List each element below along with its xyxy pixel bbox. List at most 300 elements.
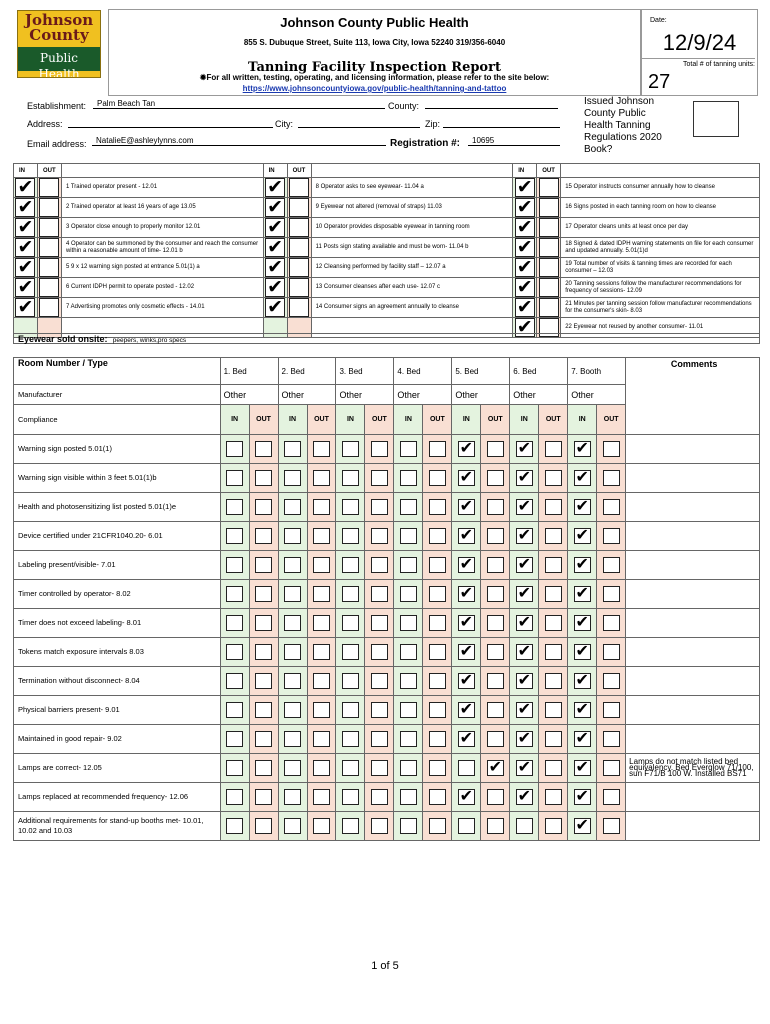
in-checkbox[interactable] <box>226 586 243 602</box>
in-checkbox[interactable] <box>400 441 417 457</box>
out-checkbox[interactable] <box>539 238 559 257</box>
out-checkbox[interactable] <box>545 615 562 631</box>
out-checkbox[interactable] <box>539 218 559 237</box>
out-checkbox[interactable] <box>313 528 330 544</box>
out-checkbox[interactable] <box>255 557 272 573</box>
in-checkbox[interactable] <box>516 644 533 660</box>
out-checkbox[interactable] <box>371 470 388 486</box>
in-checkbox[interactable] <box>15 198 35 217</box>
in-checkbox[interactable] <box>458 789 475 805</box>
in-checkbox[interactable] <box>15 298 35 317</box>
in-checkbox[interactable] <box>265 198 285 217</box>
manufacturer-select[interactable] <box>452 385 510 405</box>
in-checkbox[interactable] <box>516 499 533 515</box>
checkmark-icon: ✔ <box>517 730 531 747</box>
out-checkbox[interactable] <box>39 178 59 197</box>
out-checkbox[interactable] <box>545 528 562 544</box>
in-checkbox[interactable] <box>516 615 533 631</box>
comment-cell[interactable] <box>626 522 760 551</box>
out-checkbox[interactable] <box>487 470 504 486</box>
comment-cell[interactable] <box>626 580 760 609</box>
out-checkbox[interactable] <box>289 298 309 317</box>
issued-checkbox[interactable] <box>693 101 739 137</box>
comment-cell[interactable] <box>626 551 760 580</box>
compliance-item-label-cell <box>14 696 221 725</box>
checkmark-icon: ✔ <box>517 759 531 776</box>
in-checkbox[interactable] <box>574 731 591 747</box>
in-checkbox[interactable] <box>226 702 243 718</box>
in-checkbox[interactable] <box>226 644 243 660</box>
out-checkbox[interactable] <box>603 702 620 718</box>
out-checkbox[interactable] <box>429 760 446 776</box>
in-checkbox[interactable] <box>574 441 591 457</box>
in-checkbox[interactable] <box>516 818 533 834</box>
comment-cell[interactable] <box>626 725 760 754</box>
report-header <box>108 9 641 96</box>
out-checkbox[interactable] <box>429 470 446 486</box>
in-checkbox[interactable] <box>516 557 533 573</box>
manufacturer-select[interactable] <box>220 385 278 405</box>
out-checkbox[interactable] <box>371 557 388 573</box>
in-checkbox[interactable] <box>458 760 475 776</box>
out-checkbox[interactable] <box>487 557 504 573</box>
out-checkbox[interactable] <box>371 615 388 631</box>
out-checkbox[interactable] <box>487 586 504 602</box>
out-checkbox[interactable] <box>313 615 330 631</box>
out-cell <box>537 238 561 258</box>
out-checkbox[interactable] <box>255 528 272 544</box>
in-checkbox[interactable] <box>342 586 359 602</box>
out-checkbox[interactable] <box>429 731 446 747</box>
checklist-item-label: 21 Minutes per tanning session follow manufacturer recommendations for the consumer's skin- 8.03 <box>565 300 752 314</box>
manufacturer-select[interactable] <box>568 385 626 405</box>
out-checkbox[interactable] <box>545 441 562 457</box>
in-checkbox[interactable] <box>265 258 285 277</box>
out-checkbox[interactable] <box>539 178 559 197</box>
in-checkbox[interactable] <box>226 731 243 747</box>
out-checkbox[interactable] <box>429 789 446 805</box>
in-checkbox[interactable] <box>342 760 359 776</box>
in-checkbox[interactable] <box>226 789 243 805</box>
out-checkbox[interactable] <box>429 557 446 573</box>
units-value[interactable]: 27 <box>648 71 671 93</box>
out-checkbox[interactable] <box>487 673 504 689</box>
out-checkbox[interactable] <box>603 499 620 515</box>
room-unit-header <box>568 358 626 385</box>
manufacturer-select[interactable] <box>394 385 452 405</box>
in-checkbox[interactable] <box>284 760 301 776</box>
out-checkbox[interactable] <box>429 615 446 631</box>
out-checkbox[interactable] <box>371 673 388 689</box>
out-checkbox[interactable] <box>371 731 388 747</box>
comment-cell[interactable] <box>626 638 760 667</box>
in-checkbox[interactable] <box>574 818 591 834</box>
in-checkbox[interactable] <box>400 760 417 776</box>
in-checkbox[interactable] <box>226 470 243 486</box>
out-checkbox[interactable] <box>429 644 446 660</box>
out-checkbox[interactable] <box>429 499 446 515</box>
in-checkbox[interactable] <box>284 499 301 515</box>
in-checkbox[interactable] <box>226 557 243 573</box>
in-checkbox[interactable] <box>342 673 359 689</box>
in-checkbox[interactable] <box>342 441 359 457</box>
in-checkbox[interactable] <box>15 218 35 237</box>
in-checkbox[interactable] <box>458 586 475 602</box>
in-checkbox[interactable] <box>574 702 591 718</box>
in-checkbox[interactable] <box>226 760 243 776</box>
in-checkbox[interactable] <box>226 441 243 457</box>
out-checkbox[interactable] <box>545 760 562 776</box>
in-checkbox[interactable] <box>516 528 533 544</box>
in-checkbox[interactable] <box>574 615 591 631</box>
in-checkbox[interactable] <box>458 731 475 747</box>
compliance-item-row <box>14 783 760 812</box>
out-checkbox[interactable] <box>255 441 272 457</box>
out-checkbox[interactable] <box>313 470 330 486</box>
room-unit-header <box>452 358 510 385</box>
out-checkbox[interactable] <box>545 818 562 834</box>
in-checkbox[interactable] <box>342 702 359 718</box>
in-checkbox[interactable] <box>15 258 35 277</box>
out-cell <box>537 178 561 198</box>
date-value[interactable]: 12/9/24 <box>662 30 737 55</box>
out-checkbox[interactable] <box>313 644 330 660</box>
in-checkbox[interactable] <box>574 557 591 573</box>
in-checkbox[interactable] <box>458 818 475 834</box>
in-checkbox[interactable] <box>226 499 243 515</box>
email-field[interactable]: NatalieE@ashleylynns.com <box>92 136 386 146</box>
in-checkbox[interactable] <box>516 470 533 486</box>
out-checkbox[interactable] <box>255 760 272 776</box>
out-checkbox[interactable] <box>255 702 272 718</box>
in-checkbox[interactable] <box>265 218 285 237</box>
out-checkbox[interactable] <box>313 731 330 747</box>
in-checkbox[interactable] <box>284 789 301 805</box>
out-checkbox[interactable] <box>255 673 272 689</box>
out-checkbox[interactable] <box>313 557 330 573</box>
out-checkbox[interactable] <box>255 731 272 747</box>
out-checkbox[interactable] <box>313 586 330 602</box>
manufacturer-select[interactable] <box>510 385 568 405</box>
comment-cell[interactable] <box>626 464 760 493</box>
in-checkbox[interactable] <box>458 673 475 689</box>
city-field[interactable] <box>298 118 420 128</box>
out-checkbox[interactable] <box>603 760 620 776</box>
out-checkbox[interactable] <box>429 441 446 457</box>
compliance-item-label-cell <box>14 609 221 638</box>
out-checkbox[interactable] <box>429 586 446 602</box>
out-checkbox[interactable] <box>429 818 446 834</box>
comment-cell[interactable] <box>626 812 760 841</box>
out-checkbox[interactable] <box>545 644 562 660</box>
in-checkbox[interactable] <box>458 499 475 515</box>
checkmark-icon: ✔ <box>267 217 284 238</box>
comment-cell[interactable] <box>626 754 760 783</box>
out-checkbox[interactable] <box>603 789 620 805</box>
out-checkbox[interactable] <box>289 178 309 197</box>
in-checkbox[interactable] <box>574 644 591 660</box>
address-field[interactable] <box>68 118 273 128</box>
in-checkbox[interactable] <box>458 615 475 631</box>
in-checkbox[interactable] <box>15 238 35 257</box>
in-checkbox[interactable] <box>574 760 591 776</box>
out-checkbox[interactable] <box>313 702 330 718</box>
out-checkbox[interactable] <box>371 702 388 718</box>
logo-line1: Johnson <box>24 11 94 29</box>
out-checkbox[interactable] <box>603 557 620 573</box>
in-checkbox[interactable] <box>400 731 417 747</box>
in-checkbox[interactable] <box>458 528 475 544</box>
registration-field[interactable]: 10695 <box>468 136 560 146</box>
out-checkbox[interactable] <box>39 278 59 297</box>
in-checkbox[interactable] <box>516 441 533 457</box>
out-checkbox[interactable] <box>255 818 272 834</box>
out-checkbox[interactable] <box>255 586 272 602</box>
out-checkbox[interactable] <box>603 586 620 602</box>
out-cell <box>597 696 626 725</box>
in-checkbox[interactable] <box>342 499 359 515</box>
in-checkbox[interactable] <box>515 258 535 277</box>
out-checkbox[interactable] <box>371 441 388 457</box>
eyewear-value[interactable]: peepers, winks,pro specs <box>112 337 187 344</box>
in-checkbox[interactable] <box>516 702 533 718</box>
out-checkbox[interactable] <box>371 644 388 660</box>
in-checkbox[interactable] <box>284 528 301 544</box>
in-cell <box>14 218 38 238</box>
out-checkbox[interactable] <box>545 470 562 486</box>
out-checkbox[interactable] <box>487 528 504 544</box>
out-checkbox[interactable] <box>539 198 559 217</box>
in-cell <box>394 725 423 754</box>
in-checkbox[interactable] <box>226 615 243 631</box>
in-checkbox[interactable] <box>574 586 591 602</box>
out-checkbox[interactable] <box>545 499 562 515</box>
in-checkbox[interactable] <box>265 278 285 297</box>
out-checkbox[interactable] <box>289 218 309 237</box>
manufacturer-select[interactable] <box>336 385 394 405</box>
in-checkbox[interactable] <box>515 178 535 197</box>
in-checkbox[interactable] <box>400 528 417 544</box>
in-checkbox[interactable] <box>284 441 301 457</box>
out-checkbox[interactable] <box>603 441 620 457</box>
in-cell <box>278 754 307 783</box>
in-checkbox[interactable] <box>265 238 285 257</box>
out-checkbox[interactable] <box>603 528 620 544</box>
in-checkbox[interactable] <box>516 760 533 776</box>
in-checkbox[interactable] <box>400 789 417 805</box>
out-checkbox[interactable] <box>289 238 309 257</box>
out-cell <box>287 258 311 278</box>
in-checkbox[interactable] <box>400 702 417 718</box>
out-checkbox[interactable] <box>39 218 59 237</box>
out-checkbox[interactable] <box>39 258 59 277</box>
out-checkbox[interactable] <box>371 818 388 834</box>
out-checkbox[interactable] <box>545 557 562 573</box>
in-checkbox[interactable] <box>284 702 301 718</box>
out-checkbox[interactable] <box>371 760 388 776</box>
in-checkbox[interactable] <box>284 644 301 660</box>
out-checkbox[interactable] <box>487 818 504 834</box>
in-checkbox[interactable] <box>284 818 301 834</box>
out-checkbox[interactable] <box>255 470 272 486</box>
in-checkbox[interactable] <box>516 789 533 805</box>
in-checkbox[interactable] <box>574 789 591 805</box>
out-checkbox[interactable] <box>487 731 504 747</box>
in-checkbox[interactable] <box>400 673 417 689</box>
comment-cell[interactable] <box>626 696 760 725</box>
out-checkbox[interactable] <box>545 702 562 718</box>
comment-cell[interactable] <box>626 667 760 696</box>
in-checkbox[interactable] <box>574 499 591 515</box>
out-checkbox[interactable] <box>603 644 620 660</box>
out-checkbox[interactable] <box>255 499 272 515</box>
in-checkbox[interactable] <box>342 470 359 486</box>
out-checkbox[interactable] <box>313 818 330 834</box>
in-checkbox[interactable] <box>458 702 475 718</box>
in-checkbox[interactable] <box>284 557 301 573</box>
out-cell <box>365 725 394 754</box>
in-checkbox[interactable] <box>515 238 535 257</box>
out-checkbox[interactable] <box>603 818 620 834</box>
out-checkbox[interactable] <box>603 470 620 486</box>
county-field[interactable] <box>425 99 558 109</box>
in-checkbox[interactable] <box>342 615 359 631</box>
in-checkbox[interactable] <box>284 673 301 689</box>
out-checkbox[interactable] <box>487 615 504 631</box>
comment-cell[interactable] <box>626 609 760 638</box>
out-checkbox[interactable] <box>487 644 504 660</box>
out-checkbox[interactable] <box>255 615 272 631</box>
out-checkbox[interactable] <box>545 789 562 805</box>
out-checkbox[interactable] <box>255 644 272 660</box>
out-checkbox[interactable] <box>255 789 272 805</box>
out-checkbox[interactable] <box>39 298 59 317</box>
in-cell <box>336 696 365 725</box>
in-checkbox[interactable] <box>284 586 301 602</box>
in-cell <box>263 258 287 278</box>
in-checkbox[interactable] <box>400 557 417 573</box>
in-checkbox[interactable] <box>15 278 35 297</box>
out-checkbox[interactable] <box>545 586 562 602</box>
out-checkbox[interactable] <box>371 586 388 602</box>
out-checkbox[interactable] <box>289 198 309 217</box>
in-checkbox[interactable] <box>400 818 417 834</box>
in-checkbox[interactable] <box>226 528 243 544</box>
out-checkbox[interactable] <box>313 673 330 689</box>
checkmark-icon: ✔ <box>575 527 589 544</box>
out-checkbox[interactable] <box>313 789 330 805</box>
manufacturer-select[interactable] <box>278 385 336 405</box>
in-checkbox[interactable] <box>342 731 359 747</box>
in-checkbox[interactable] <box>515 198 535 217</box>
in-checkbox[interactable] <box>515 218 535 237</box>
in-checkbox[interactable] <box>574 528 591 544</box>
in-cell <box>14 238 38 258</box>
out-checkbox[interactable] <box>313 441 330 457</box>
in-checkbox[interactable] <box>226 818 243 834</box>
in-cell <box>568 667 597 696</box>
in-checkbox[interactable] <box>458 470 475 486</box>
in-checkbox[interactable] <box>516 586 533 602</box>
in-checkbox[interactable] <box>265 178 285 197</box>
out-checkbox[interactable] <box>371 528 388 544</box>
in-checkbox[interactable] <box>342 528 359 544</box>
out-checkbox[interactable] <box>39 198 59 217</box>
out-checkbox[interactable] <box>371 499 388 515</box>
out-checkbox[interactable] <box>487 702 504 718</box>
out-checkbox[interactable] <box>487 789 504 805</box>
out-cell <box>307 522 336 551</box>
out-checkbox[interactable] <box>545 673 562 689</box>
in-checkbox[interactable] <box>342 818 359 834</box>
out-checkbox[interactable] <box>429 528 446 544</box>
out-checkbox[interactable] <box>487 441 504 457</box>
in-checkbox[interactable] <box>226 673 243 689</box>
info-link[interactable]: https://www.johnsoncountyiowa.gov/public-health/tanning-and-tattoo <box>242 84 507 93</box>
out-checkbox[interactable] <box>313 760 330 776</box>
in-checkbox[interactable] <box>284 615 301 631</box>
in-checkbox[interactable] <box>515 278 535 297</box>
out-checkbox[interactable] <box>603 731 620 747</box>
out-checkbox[interactable] <box>487 760 504 776</box>
out-cell <box>37 278 61 298</box>
out-checkbox[interactable] <box>429 702 446 718</box>
in-checkbox[interactable] <box>342 789 359 805</box>
in-checkbox[interactable] <box>400 586 417 602</box>
comment-cell[interactable] <box>626 783 760 812</box>
out-checkbox[interactable] <box>603 615 620 631</box>
in-checkbox[interactable] <box>284 731 301 747</box>
in-checkbox[interactable] <box>400 470 417 486</box>
in-checkbox[interactable] <box>516 731 533 747</box>
in-checkbox[interactable] <box>400 499 417 515</box>
in-checkbox[interactable] <box>265 298 285 317</box>
out-cell <box>249 493 278 522</box>
out-checkbox[interactable] <box>429 673 446 689</box>
in-checkbox[interactable] <box>342 644 359 660</box>
in-checkbox[interactable] <box>400 615 417 631</box>
out-checkbox[interactable] <box>371 789 388 805</box>
in-checkbox[interactable] <box>284 470 301 486</box>
in-checkbox[interactable] <box>400 644 417 660</box>
comment-cell[interactable] <box>626 493 760 522</box>
in-checkbox[interactable] <box>515 298 535 317</box>
out-checkbox[interactable] <box>289 278 309 297</box>
establishment-field[interactable]: Palm Beach Tan <box>93 99 385 109</box>
out-checkbox[interactable] <box>603 673 620 689</box>
in-checkbox[interactable] <box>342 557 359 573</box>
in-checkbox[interactable] <box>15 178 35 197</box>
checklist-item-text <box>561 238 760 258</box>
in-checkbox[interactable] <box>458 557 475 573</box>
out-checkbox[interactable] <box>545 731 562 747</box>
in-checkbox[interactable] <box>574 470 591 486</box>
in-checkbox[interactable] <box>574 673 591 689</box>
out-checkbox[interactable] <box>289 258 309 277</box>
comment-cell[interactable] <box>626 435 760 464</box>
out-checkbox[interactable] <box>39 238 59 257</box>
in-checkbox[interactable] <box>458 441 475 457</box>
out-checkbox[interactable] <box>539 278 559 297</box>
in-checkbox[interactable] <box>516 673 533 689</box>
zip-field[interactable] <box>443 118 560 128</box>
out-checkbox[interactable] <box>487 499 504 515</box>
in-checkbox[interactable] <box>458 644 475 660</box>
out-checkbox[interactable] <box>539 298 559 317</box>
compliance-item-row <box>14 435 760 464</box>
out-checkbox[interactable] <box>313 499 330 515</box>
out-checkbox[interactable] <box>539 258 559 277</box>
